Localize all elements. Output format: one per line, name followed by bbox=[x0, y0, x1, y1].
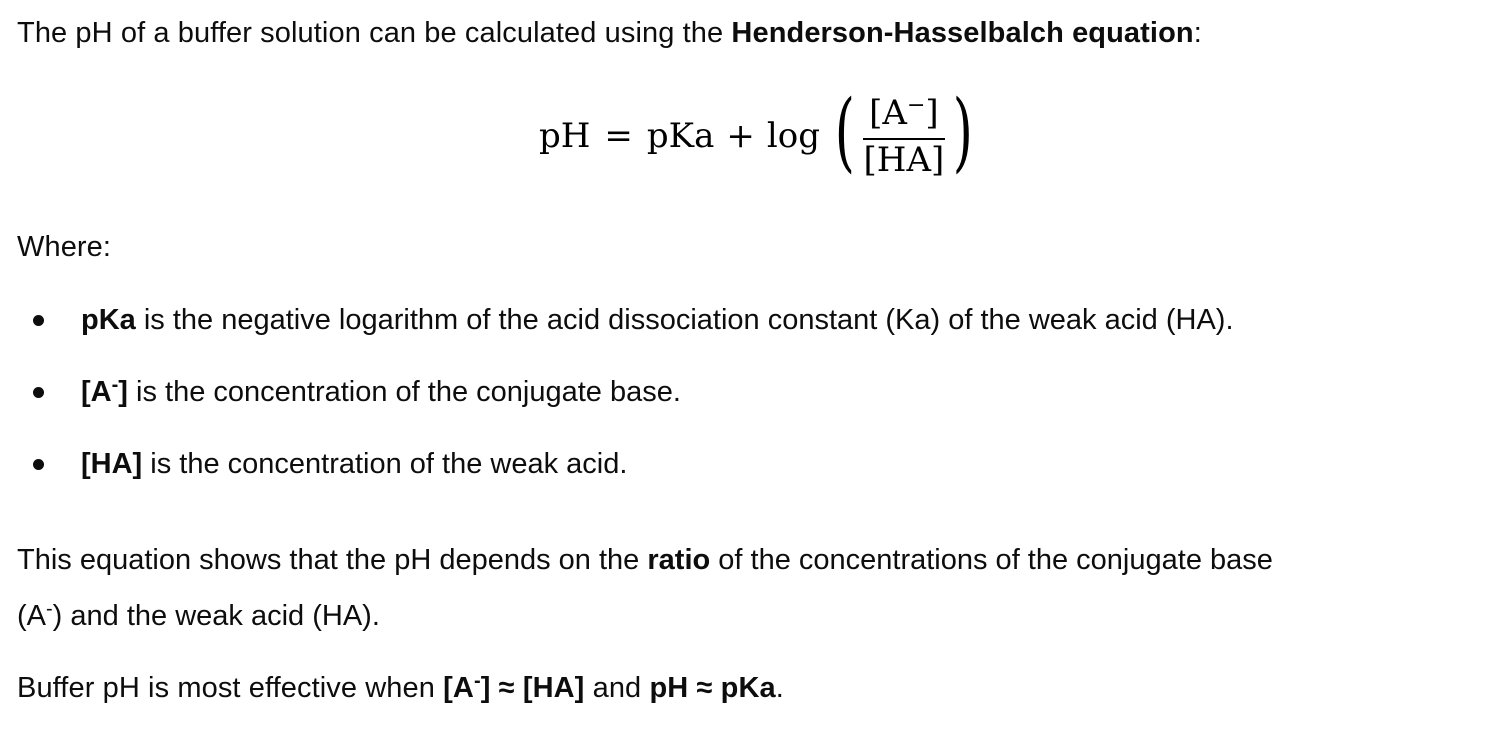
condition-1-sup: - bbox=[473, 670, 481, 692]
equation-equals: = bbox=[604, 116, 633, 156]
equation-lhs: pH bbox=[539, 116, 591, 156]
list-item-text bbox=[81, 292, 1234, 348]
term-a-minus-base: [A bbox=[81, 376, 112, 408]
effectiveness-condition-1 bbox=[443, 672, 584, 704]
equation-plus: + bbox=[726, 116, 755, 156]
ratio-lead: This equation shows that the pH depends on the bbox=[17, 544, 648, 576]
intro-paragraph bbox=[17, 5, 1202, 61]
equation-numerator bbox=[863, 93, 945, 140]
intro-trail: : bbox=[1193, 17, 1202, 49]
numerator-base: [A bbox=[869, 92, 907, 133]
effectiveness-lead: Buffer pH is most effective when bbox=[17, 672, 444, 704]
list-item-text bbox=[81, 364, 681, 423]
definition-ha: is the concentration of the weak acid. bbox=[142, 448, 628, 480]
ratio-paragraph bbox=[17, 532, 1487, 647]
ratio-trail: of the concentrations of the conjugate base bbox=[710, 544, 1273, 576]
intro-lead: The pH of a buffer solution can be calculated using the bbox=[17, 17, 732, 49]
bullet-dot-icon bbox=[33, 387, 44, 398]
where-label: Where: bbox=[17, 231, 112, 263]
list-item-text bbox=[81, 436, 627, 492]
numerator-close: ] bbox=[925, 92, 939, 133]
equation-fraction bbox=[858, 93, 951, 180]
intro-equation-name: Henderson-Hasselbalch equation bbox=[731, 17, 1194, 49]
henderson-hasselbalch-equation bbox=[539, 76, 974, 196]
term-a-minus bbox=[81, 376, 128, 408]
ratio-bold: ratio bbox=[647, 544, 711, 576]
term-pka: pKa bbox=[81, 304, 136, 336]
ratio-line2-open: (A bbox=[17, 600, 46, 632]
condition-1-rest: ] ≈ [HA] bbox=[480, 672, 585, 704]
definition-pka: is the negative logarithm of the acid dissociation constant (Ka) of the weak acid (HA). bbox=[135, 304, 1234, 336]
definition-a-minus: is the concentration of the conjugate base. bbox=[127, 376, 681, 408]
ratio-line2-sup: - bbox=[46, 598, 53, 620]
bullet-dot-icon bbox=[33, 459, 44, 470]
effectiveness-trail: . bbox=[775, 672, 784, 704]
effectiveness-condition-2: pH ≈ pKa bbox=[649, 672, 776, 704]
effectiveness-mid: and bbox=[584, 672, 650, 704]
equation-open-paren: ( bbox=[834, 82, 855, 182]
condition-1-base: [A bbox=[443, 672, 474, 704]
term-ha: [HA] bbox=[81, 448, 143, 480]
bullet-dot-icon bbox=[33, 315, 44, 326]
numerator-sup: − bbox=[906, 92, 926, 118]
equation-pka: pKa bbox=[646, 116, 715, 156]
effectiveness-paragraph bbox=[17, 660, 784, 719]
equation-log: log bbox=[766, 116, 820, 156]
ratio-line2-rest: ) and the weak acid (HA). bbox=[52, 600, 380, 632]
equation-denominator: [HA] bbox=[863, 139, 945, 180]
term-a-minus-close: ] bbox=[118, 376, 128, 408]
term-a-minus-sup: - bbox=[111, 374, 119, 396]
equation-close-paren: ) bbox=[952, 82, 974, 182]
